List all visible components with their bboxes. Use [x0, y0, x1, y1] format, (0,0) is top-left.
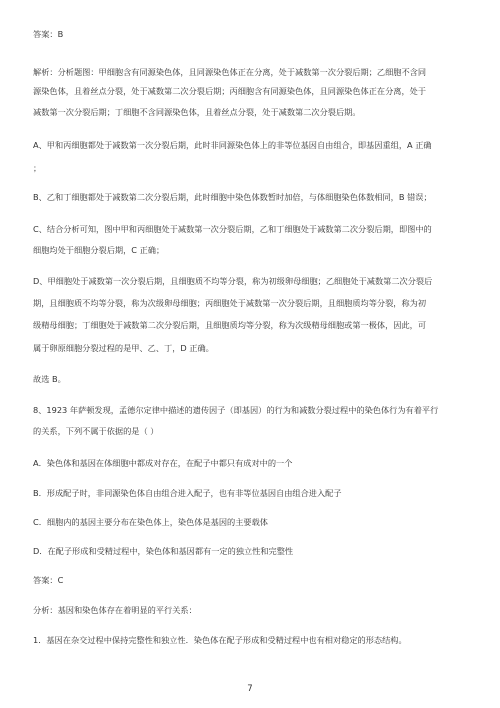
option-d-line: 属于卵原细胞分裂过程的是甲、乙、丁，D 正确。: [33, 343, 214, 353]
answer-line: 答案：C: [33, 575, 64, 585]
analysis-line: 解析：分析题图：甲细胞含有同源染色体，且同源染色体正在分离，处于减数第一次分裂后期；乙细胞不含同: [33, 67, 427, 77]
analysis-line: 减数第一次分裂后期；丁细胞不含同源染色体，且着丝点分裂，处于减数第二次分裂后期。: [33, 107, 361, 117]
option-c-line: C、结合分析可知，图中甲和丙细胞处于减数第一次分裂后期，乙和丁细胞处于减数第二次分裂后期，即图中的: [33, 224, 432, 234]
option-d-line: D、甲细胞处于减数第一次分裂后期，且细胞质不均等分裂，称为初级卵母细胞；乙细胞处于减数第二次分裂后: [33, 276, 433, 286]
option-a-line: ；: [33, 163, 42, 173]
question-8-stem: 的关系，下列不属于依据的是（ ）: [33, 426, 159, 436]
question-8-option-c: C．细胞内的基因主要分布在染色体上，染色体是基因的主要载体: [33, 517, 268, 527]
question-8-stem: 8、1923 年萨顿发现，孟德尔定律中描述的遗传因子（即基因）的行为和减数分裂过程中的染色体行为有着平行: [33, 405, 439, 415]
page-number: 7: [247, 684, 253, 694]
analysis-line: 分析：基因和染色体存在着明显的平行关系：: [33, 605, 197, 615]
question-8-option-d: D．在配子形成和受精过程中，染色体和基因都有一定的独立性和完整性: [33, 546, 294, 556]
question-8-option-b: B．形成配子时，非同源染色体自由组合进入配子，也有非等位基因自由组合进入配子: [33, 488, 342, 498]
answer-line: 答案：B: [33, 29, 64, 39]
question-8-option-a: A．染色体和基因在体细胞中都成对存在，在配子中都只有成对中的一个: [33, 458, 293, 468]
analysis-line: 源染色体，且着丝点分裂，处于减数第二次分裂后期；丙细胞含有同源染色体，且同源染色体正在分离，处于: [33, 86, 427, 96]
option-c-line: 细胞均处于细胞分裂后期，C 正确；: [33, 245, 165, 255]
option-d-line: 期，且细胞质不均等分裂，称为次级卵母细胞；丙细胞处于减数第一次分裂后期，且细胞质均等分裂，称为初: [33, 298, 427, 308]
option-d-line: 级精母细胞；丁细胞处于减数第二次分裂后期，且细胞质均等分裂，称为次级精母细胞或第一极体，因此，可: [33, 320, 427, 330]
analysis-point: 1．基因在杂交过程中保持完整性和独立性．染色体在配子形成和受精过程中也有相对稳定的形态结构。: [33, 635, 407, 645]
conclusion-line: 故选 B。: [33, 374, 66, 384]
option-b-line: B、乙和丁细胞都处于减数第二次分裂后期，此时细胞中染色体数暂时加倍，与体细胞染色体数相同，B 错误；: [33, 192, 432, 202]
option-a-line: A、甲和丙细胞都处于减数第一次分裂后期，此时非同源染色体上的非等位基因自由组合，即基因重组，A 正确: [33, 140, 432, 150]
